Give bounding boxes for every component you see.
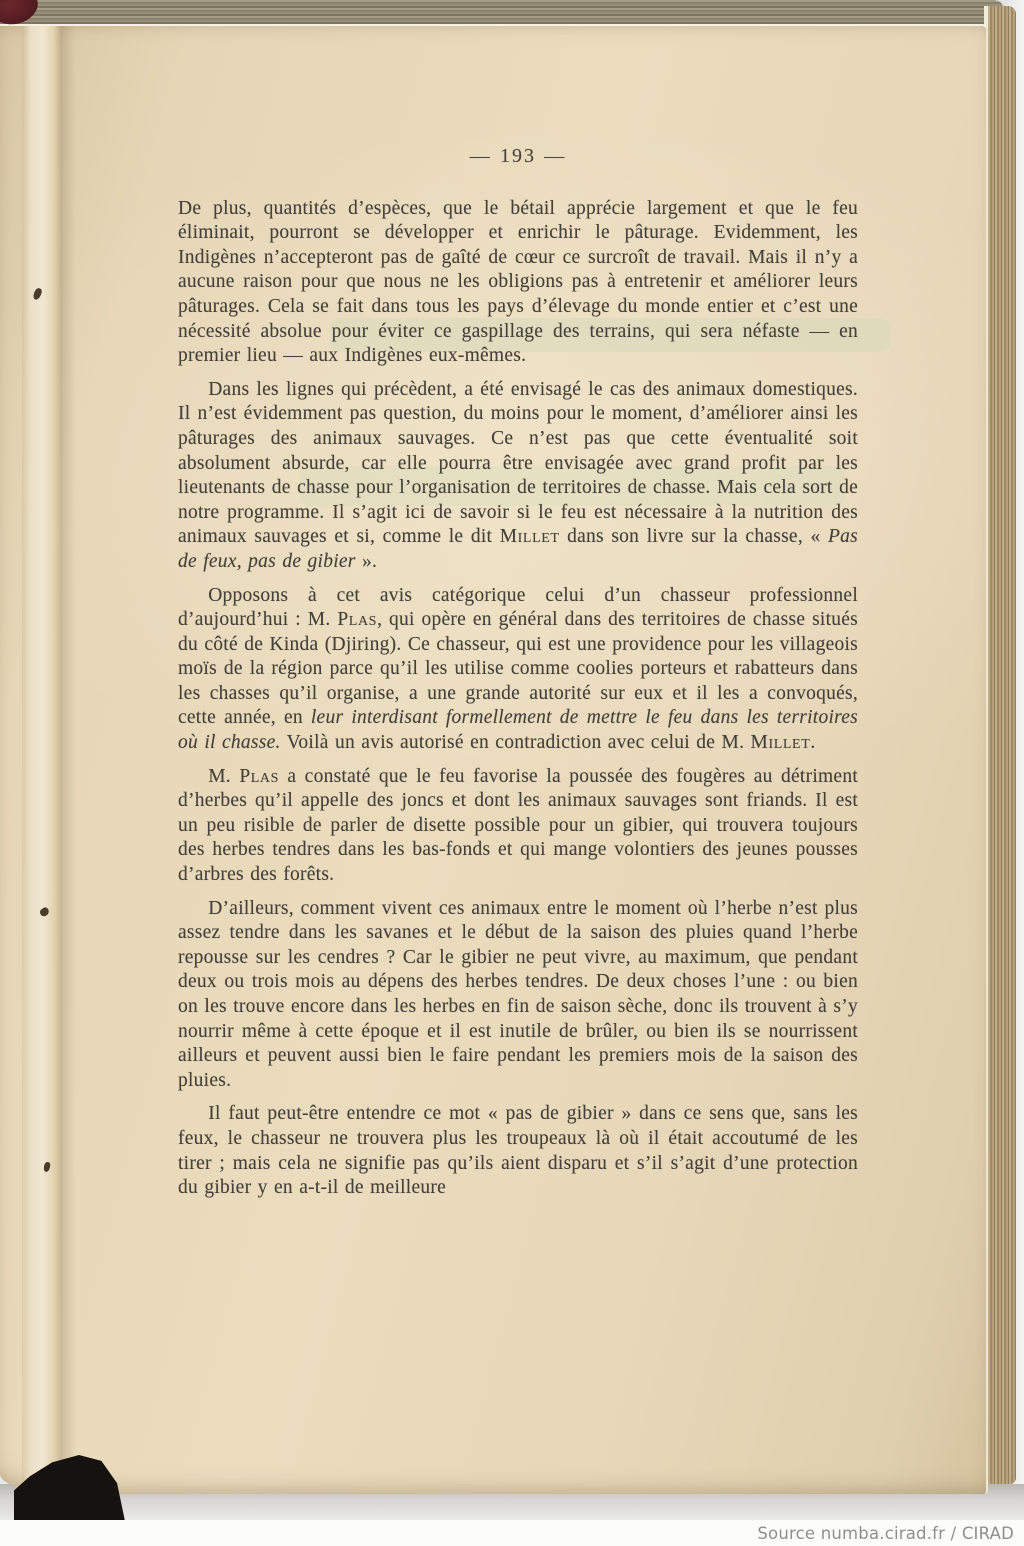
source-attribution-bar xyxy=(0,1520,1024,1546)
text-run: M. xyxy=(208,765,240,787)
text-run: a constaté que le feu favorise la poussée des fougères au détriment d’herbes qu’il appelle des joncs et dont les animaux sauvages sont friands. Il est un peu risible de parler de disette possible pour un gibier, qui trouvera toujours des herbes tendres dans les bas-fonds et qui mange volontiers des jeunes pousses d’arbres des forêts. xyxy=(178,765,858,886)
text-run: leur interdisant formellement de mettre le feu dans les territoires où il chasse. xyxy=(178,707,858,754)
binding-gutter xyxy=(22,26,62,1494)
text-run: Voilà un avis autorisé en contradiction avec celui de M. xyxy=(280,732,751,754)
text-run: . xyxy=(810,732,816,754)
text-run: , qui opère en général dans des territoires de chasse situés du côté de Kinda (Djiring). Ce chasseur, qui est une providence pour les villageois moïs de la région parce qu’il les utilise comme coolies porteurs et rabatteurs dans les chasses qu’il organise, a une grande autorité sur eux et il les a convoqués, cette année, en xyxy=(178,609,859,729)
text-run: Millet xyxy=(499,526,560,548)
text-run: Opposons à cet avis catégorique celui d’un chasseur professionnel d’aujourd’hui : M. xyxy=(178,584,858,631)
paragraph xyxy=(178,378,858,575)
text-run: Dans les lignes qui précèdent, a été envisagé le cas des animaux domestiques. Il n’est évidemment pas question, du moins pour le moment, d’améliorer ainsi les pâturages des animaux sauvages. Ce n’est pas que cette éventualité soit absolument absurde, car elle pourra être envisagée avec grand profit par les lieutenants de chasse pour l’organisation de territoires de chasse. Mais cela sort de notre programme. Il s’agit ici de savoir si le feu est nécessaire à la nutrition des animaux sauvages et si, comme le dit xyxy=(178,378,858,548)
text-run: Plas xyxy=(337,609,378,631)
paragraph xyxy=(178,1102,858,1200)
book-page xyxy=(0,24,988,1494)
book-right-page-edges xyxy=(984,6,1016,1484)
page-number-header: — 193 — xyxy=(469,145,567,167)
text-run: Pas de feux, pas de gibier xyxy=(178,526,858,572)
text-run: dans son livre sur la chasse, « xyxy=(559,526,828,548)
text-run: Il faut peut-être entendre ce mot « pas de gibier » dans ce sens que, sans les feux, le chasseur ne trouvera plus les troupeaux là où il était accoutumé de les tirer ; mais cela ne signifie pas qu’ils aient disparu et s’il s’agit d’une protection du gibier y en a-t-il de meilleure xyxy=(178,1103,858,1199)
paragraph xyxy=(178,765,858,888)
printed-text-column xyxy=(178,144,858,1210)
paragraph xyxy=(178,584,858,756)
paragraph xyxy=(178,197,858,369)
text-run: Millet xyxy=(750,732,811,754)
gutter-crease xyxy=(62,26,76,1494)
text-run: ». xyxy=(355,550,378,572)
text-run: De plus, quantités d’espèces, que le bétail apprécie largement et que le feu éliminait, pourront se développer et enrichir le pâturage. Evidemment, les Indigènes n’accepteront pas de gaîté de cœur ce surcroît de travail. Mais il n’y a aucune raison pour que nous ne les obligions pas à entretenir et améliorer leurs pâturages. Cela se fait dans tous les pays d’élevage du monde entier et c’est une nécessité absolue pour éviter ce gaspillage des terrains, qui sera néfaste — en premier lieu — aux Indigènes eux-mêmes. xyxy=(178,197,858,367)
source-attribution-label: Source numba.cirad.fr / CIRAD xyxy=(757,1523,1014,1543)
text-run: D’ailleurs, comment vivent ces animaux entre le moment où l’herbe n’est plus assez tendre dans les savanes et le début de la saison des pluies quand l’herbe repousse sur les cendres ? Car le gibier ne peut vivre, au maximum, que pendant deux ou trois mois au dépens des herbes tendres. De deux choses l’une : ou bien on les trouve encore dans les herbes en fin de saison sèche, donc ils trouvent à s’y nourrir même à cette époque et il est inutile de brûler, ou bien ils se nourrissent ailleurs et peuvent aussi bien le faire pendant les premiers mois de la saison des pluies. xyxy=(178,897,858,1091)
paragraph xyxy=(178,897,858,1094)
page-text xyxy=(178,197,858,1201)
text-run: Plas xyxy=(239,765,280,787)
